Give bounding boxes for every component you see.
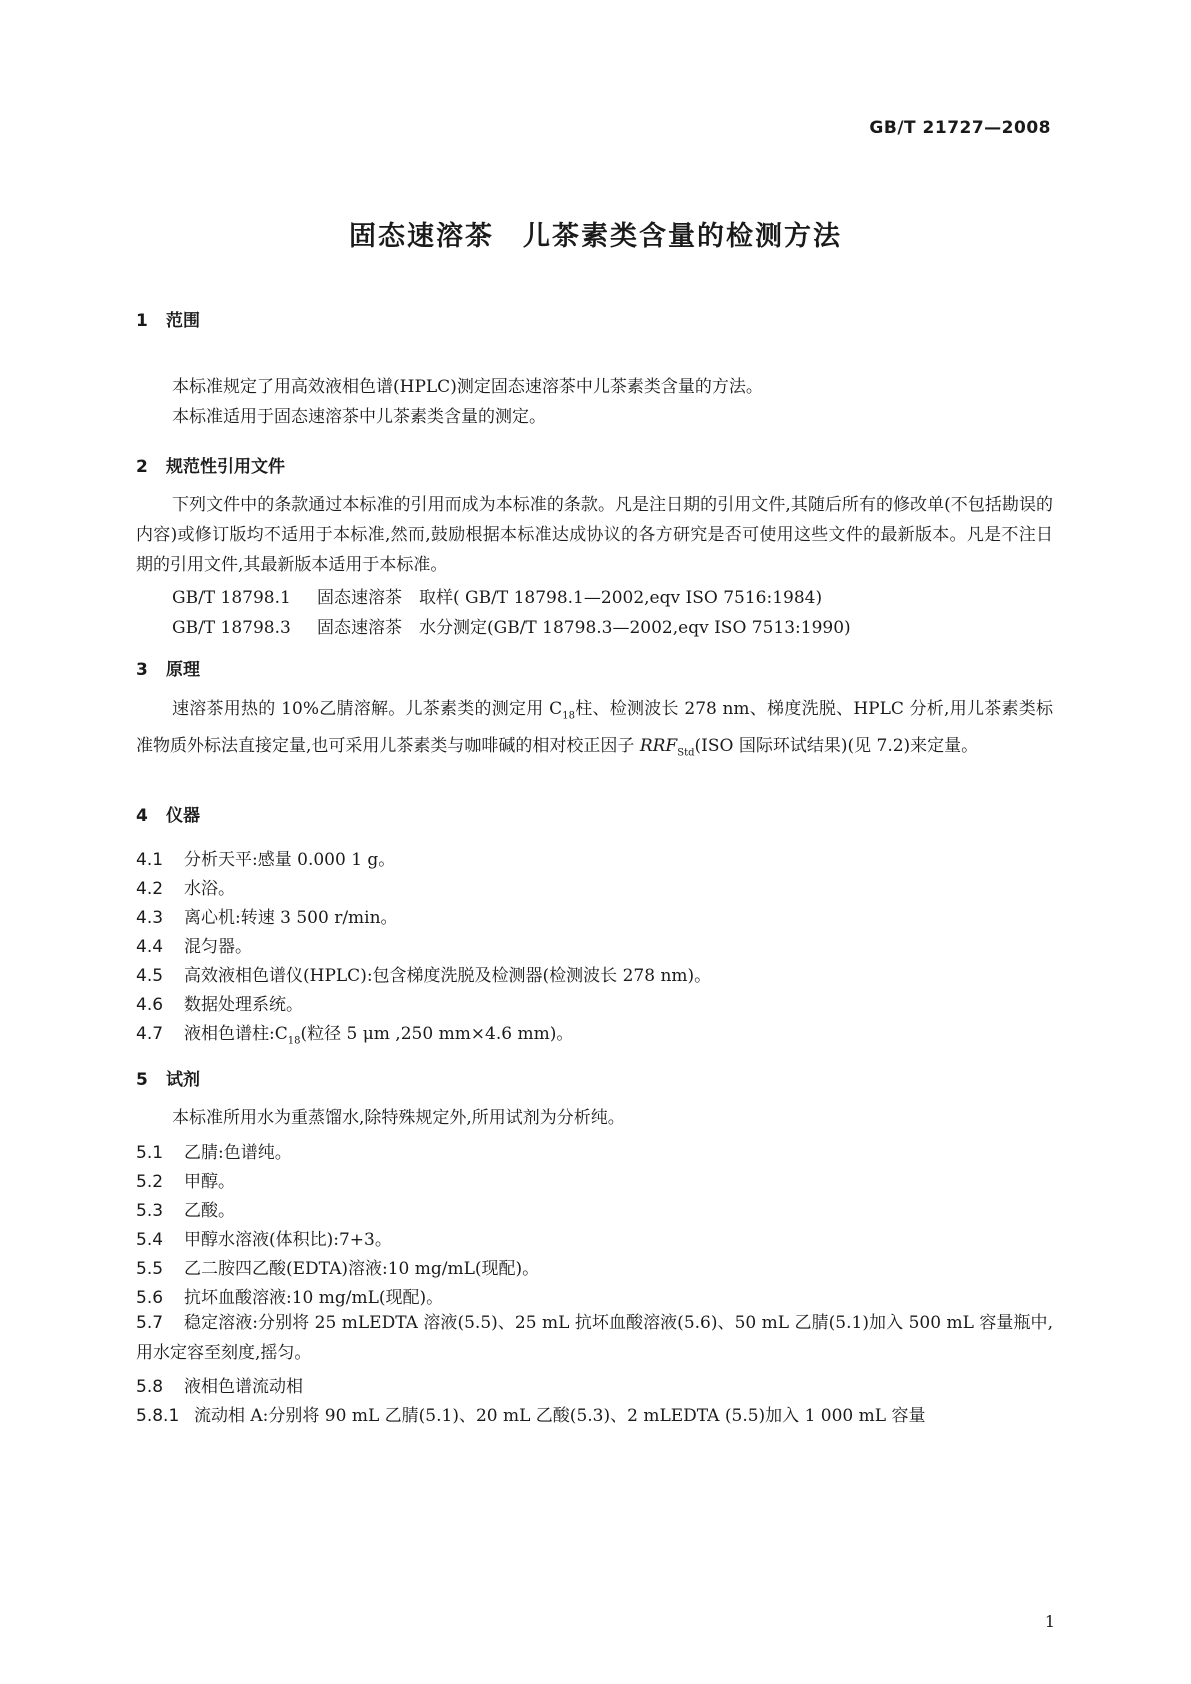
subscript: Std — [677, 747, 695, 759]
item-number: 5.8 — [136, 1377, 164, 1397]
section-title: 规范性引用文件 — [166, 457, 285, 477]
reference-item — [172, 613, 851, 638]
section-number: 1 — [136, 311, 148, 331]
page-number: 1 — [1044, 1612, 1055, 1631]
list-item — [136, 874, 235, 899]
section-number: 5 — [136, 1070, 148, 1090]
item-text: 乙酸。 — [184, 1201, 235, 1221]
list-item — [136, 961, 711, 986]
item-number: 5.6 — [136, 1288, 164, 1308]
item-text: 混匀器。 — [184, 937, 252, 957]
item-number: 5.1 — [136, 1143, 164, 1163]
section-heading-apparatus — [136, 801, 200, 826]
item-number: 5.8.1 — [136, 1406, 180, 1426]
item-text: 液相色谱柱:C — [184, 1024, 288, 1044]
item-number: 5.5 — [136, 1259, 164, 1279]
item-number: 5.3 — [136, 1201, 164, 1221]
section-heading-scope — [136, 306, 200, 331]
list-item — [136, 1225, 392, 1250]
section-title: 仪器 — [166, 806, 200, 826]
paragraph — [136, 694, 1053, 769]
item-number: 4.4 — [136, 937, 164, 957]
item-text: 数据处理系统。 — [184, 995, 303, 1015]
item-text: 分析天平:感量 0.000 1 g。 — [184, 850, 396, 870]
list-item — [136, 903, 398, 928]
item-number: 4.3 — [136, 908, 164, 928]
section-heading-references — [136, 452, 285, 477]
document-title: 固态速溶茶 儿茶素类含量的检测方法 — [349, 221, 842, 252]
section-number: 2 — [136, 457, 148, 477]
list-item — [136, 932, 252, 957]
paragraph: 本标准适用于固态速溶茶中儿茶素类含量的测定。 — [172, 407, 546, 427]
item-text: 液相色谱流动相 — [184, 1377, 303, 1397]
reference-text: 固态速溶茶 取样( GB/T 18798.1—2002,eqv ISO 7516:1984) — [317, 588, 823, 608]
list-item — [136, 1167, 235, 1192]
item-text: 甲醇。 — [184, 1172, 235, 1192]
text-run: 速溶茶用热的 10%乙腈溶解。儿茶素类的测定用 C — [172, 699, 563, 719]
text-run: (ISO 国际环试结果)(见 7.2)来定量。 — [694, 736, 979, 757]
section-number: 3 — [136, 660, 148, 680]
paragraph: 下列文件中的条款通过本标准的引用而成为本标准的条款。凡是注日期的引用文件,其随后所有的修改单(不包括勘误的内容)或修订版均不适用于本标准,然而,鼓励根据本标准达成协议的各方研究是否可使用这些文件的最新版本。凡是不注日期的引用文件,其最新版本适用于本标准。 — [136, 495, 1053, 575]
rrf-symbol: RRF — [639, 736, 678, 757]
list-item — [136, 1283, 443, 1308]
section-heading-reagents — [136, 1065, 200, 1090]
text-run: 柱、检测波长 278 nm、梯度洗脱、HPLC 分析,用儿茶素类标准物质外标法直接定量,也可采用儿茶素类与咖啡碱的相对校正因子 — [136, 699, 1053, 757]
item-number: 4.7 — [136, 1024, 164, 1044]
item-text: 流动相 A:分别将 90 mL 乙腈(5.1)、20 mL 乙酸(5.3)、2 mLEDTA (5.5)加入 1 000 mL 容量 — [194, 1406, 926, 1426]
list-item — [136, 1401, 925, 1426]
list-item — [136, 1019, 573, 1046]
section-title: 范围 — [166, 311, 200, 331]
item-text: 水浴。 — [184, 879, 235, 899]
item-text: 抗坏血酸溶液:10 mg/mL(现配)。 — [184, 1288, 444, 1308]
reference-item — [172, 583, 822, 608]
item-text: 稳定溶液:分别将 25 mLEDTA 溶液(5.5)、25 mL 抗坏血酸溶液(5.6)、50 mL 乙腈(5.1)加入 500 mL 容量瓶中,用水定容至刻度,摇匀。 — [136, 1313, 1053, 1363]
item-text: 高效液相色谱仪(HPLC):包含梯度洗脱及检测器(检测波长 278 nm)。 — [184, 966, 712, 986]
item-text: 乙腈:色谱纯。 — [184, 1143, 292, 1163]
item-number: 4.6 — [136, 995, 164, 1015]
section-title: 试剂 — [166, 1070, 200, 1090]
list-item — [136, 1372, 303, 1397]
section-heading-principle — [136, 655, 200, 680]
item-number: 5.4 — [136, 1230, 164, 1250]
reference-code: GB/T 18798.1 — [172, 588, 291, 608]
item-text: 乙二胺四乙酸(EDTA)溶液:10 mg/mL(现配)。 — [184, 1259, 540, 1279]
item-number: 4.1 — [136, 850, 164, 870]
item-text: 甲醇水溶液(体积比):7+3。 — [184, 1230, 392, 1250]
list-item — [136, 1254, 539, 1279]
item-number: 5.7 — [136, 1313, 164, 1333]
list-item — [136, 1308, 1053, 1368]
item-number: 5.2 — [136, 1172, 164, 1192]
section-title: 原理 — [166, 660, 200, 680]
reference-text: 固态速溶茶 水分测定(GB/T 18798.3—2002,eqv ISO 7513:1990) — [317, 618, 851, 638]
standard-number: GB/T 21727—2008 — [869, 118, 1051, 138]
subscript: 18 — [562, 710, 575, 722]
list-item — [136, 845, 395, 870]
paragraph: 本标准所用水为重蒸馏水,除特殊规定外,所用试剂为分析纯。 — [172, 1108, 625, 1128]
paragraph: 本标准规定了用高效液相色谱(HPLC)测定固态速溶茶中儿茶素类含量的方法。 — [172, 377, 763, 397]
item-text: (粒径 5 μm ,250 mm×4.6 mm)。 — [300, 1024, 574, 1044]
subscript: 18 — [287, 1035, 301, 1047]
section-number: 4 — [136, 806, 148, 826]
list-item — [136, 1138, 292, 1163]
item-number: 4.2 — [136, 879, 164, 899]
item-text: 离心机:转速 3 500 r/min。 — [184, 908, 398, 928]
item-number: 4.5 — [136, 966, 164, 986]
list-item — [136, 1196, 235, 1221]
list-item — [136, 990, 303, 1015]
reference-code: GB/T 18798.3 — [172, 618, 291, 638]
